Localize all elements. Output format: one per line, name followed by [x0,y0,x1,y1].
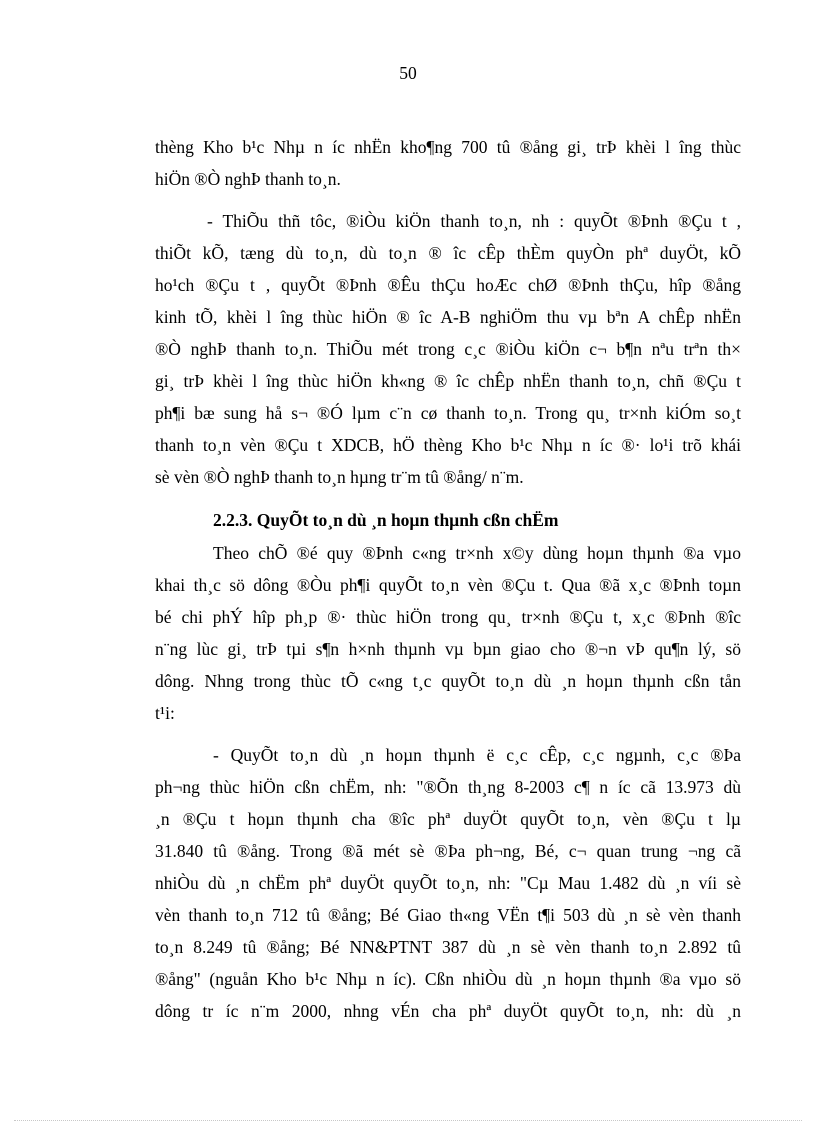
paragraphs-after-heading [155,537,741,1027]
text-line: dông. Nhng trong thùc tÕ c«ng t¸c quyÕt to¸n dù ¸n hoµn thµnh cßn tån [155,671,741,691]
text-line: khai th¸c sö dông ®Òu ph¶i quyÕt to¸n vèn ®Çu t. Qua ®ã x¸c ®Þnh toµn [155,575,741,595]
text-line: vèn thanh to¸n 712 tû ®ång; Bé Giao th«ng VËn t¶i 503 dù ¸n sè vèn thanh [155,905,741,925]
text-line: kinh tÕ, khèi l îng thùc hiÖn ® îc A-B nghiÖm thu vµ bªn A chÊp nhËn [155,307,741,327]
text-line: - ThiÕu thñ tôc, ®iÒu kiÖn thanh to¸n, nh : quyÕt ®Þnh ®Çu t , [207,211,741,231]
text-line: t¹i: [155,703,175,723]
text-line: hiÖn ®Ò nghÞ thanh to¸n. [155,169,341,189]
text-line: ph¶i bæ sung hå s¬ ®Ó lµm c¨n cø thanh to¸n. Trong qu¸ tr×nh kiÓm so¸t [155,403,741,423]
text-line: - QuyÕt to¸n dù ¸n hoµn thµnh ë c¸c cÊp, c¸c ngµnh, c¸c ®Þa [213,745,741,765]
text-line: Theo chÕ ®é quy ®Þnh c«ng tr×nh x©y dùng hoµn thµnh ®a vµo [213,543,741,563]
text-line: gi¸ trÞ khèi l îng thùc hiÖn kh«ng ® îc chÊp nhËn thanh to¸n, chñ ®Çu t [155,371,741,391]
paragraphs-before-heading [155,131,741,493]
text-line: to¸n 8.249 tû ®ång; Bé NN&PTNT 387 dù ¸n sè vèn thanh to¸n 2.892 tû [155,937,741,957]
text-line: thèng Kho b¹c Nhµ n íc nhËn kho¶ng 700 tû ®ång gi¸ trÞ khèi l îng thùc [155,137,741,157]
section-heading: 2.2.3. QuyÕt to¸n dù ¸n hoµn thµnh cßn chËm [213,510,559,530]
text-line: nhiÒu dù ¸n chËm phª duyÖt quyÕt to¸n, nh: "Cµ Mau 1.482 dù ¸n víi sè [155,873,741,893]
text-line: bé chi phÝ hîp ph¸p ®· thùc hiÖn trong qu¸ tr×nh ®Çu t, x¸c ®Þnh ®îc [155,607,741,627]
text-line: ph¬ng thùc hiÖn cßn chËm, nh: "®Õn th¸ng 8-2003 c¶ n íc cã 13.973 dù [155,777,741,797]
text-line: ®ång" (nguån Kho b¹c Nhµ n íc). Cßn nhiÒu dù ¸n hoµn thµnh ®a vµo sö [155,969,741,989]
page-bottom-dotted-rule [14,1120,802,1121]
text-line: thiÕt kÕ, tæng dù to¸n, dù to¸n ® îc cÊp thÈm quyÒn phª duyÖt, kÕ [155,243,741,263]
page-number: 50 [399,63,417,83]
paragraph [155,537,741,729]
text-line: thanh to¸n vèn ®Çu t XDCB, hÖ thèng Kho b¹c Nhµ n íc ®· lo¹i trõ khái [155,435,741,455]
text-line: ®Ò nghÞ thanh to¸n. ThiÕu mét trong c¸c ®iÒu kiÖn c¬ b¶n nªu trªn th× [155,339,741,359]
text-line: ¸n ®Çu t hoµn thµnh cha ®îc phª duyÖt quyÕt to¸n, vèn ®Çu t lµ [155,809,741,829]
text-line: ho¹ch ®Çu t , quyÕt ®Þnh ®Êu thÇu hoÆc chØ ®Þnh thÇu, hîp ®ång [155,275,741,295]
paragraph [155,739,741,1027]
text-line: 31.840 tû ®ång. Trong ®ã mét sè ®Þa ph¬ng, Bé, c¬ quan trung ¬ng cã [155,841,741,861]
paragraph [155,205,741,493]
text-line: sè vèn ®Ò nghÞ thanh to¸n hµng tr¨m tû ®ång/ n¨m. [155,467,524,487]
document-body [155,131,741,1027]
paragraph [155,131,741,195]
text-line: dông tr íc n¨m 2000, nhng vÉn cha phª duyÖt quyÕt to¸n, nh: dù ¸n [155,1001,741,1021]
text-line: n¨ng lùc gi¸ trÞ tµi s¶n h×nh thµnh vµ bµn giao cho ®¬n vÞ qu¶n lý, sö [155,639,741,659]
